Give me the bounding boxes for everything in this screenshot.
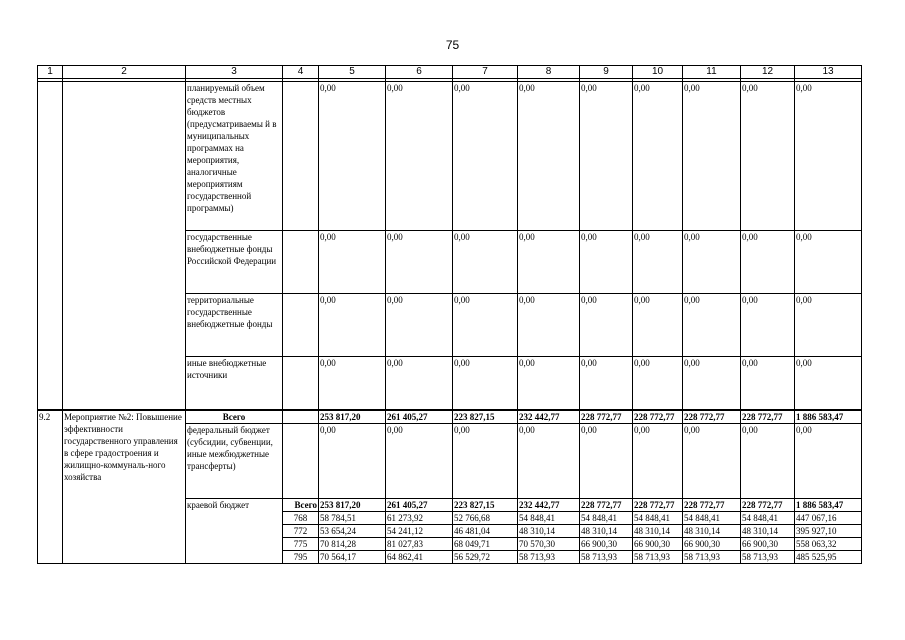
value-cell: 70 814,28 xyxy=(319,538,386,551)
value-cell: 0,00 xyxy=(633,231,683,294)
value-cell: 64 862,41 xyxy=(386,551,453,564)
value-cell: 70 570,30 xyxy=(518,538,580,551)
table-body xyxy=(38,66,862,564)
header-cell: 2 xyxy=(63,66,186,79)
source-cell: иные внебюджетные источники xyxy=(186,357,283,411)
value-cell: 0,00 xyxy=(580,231,633,294)
source-cell: федеральный бюджет (субсидии, субвенции, иные межбюджетные трансферты) xyxy=(186,424,283,499)
header-cell: 6 xyxy=(386,66,453,79)
total-value-cell: 253 817,20 xyxy=(319,499,386,512)
value-cell: 48 310,14 xyxy=(633,525,683,538)
header-cell: 3 xyxy=(186,66,283,79)
total-value-cell: 228 772,77 xyxy=(633,499,683,512)
header-cell: 9 xyxy=(580,66,633,79)
value-cell: 0,00 xyxy=(319,357,386,411)
value-cell: 54 848,41 xyxy=(580,512,633,525)
value-cell: 447 067,16 xyxy=(795,512,862,525)
header-cell: 10 xyxy=(633,66,683,79)
value-cell: 70 564,17 xyxy=(319,551,386,564)
value-cell: 0,00 xyxy=(795,294,862,357)
value-cell: 0,00 xyxy=(580,294,633,357)
code-cell xyxy=(283,410,319,424)
total-value-cell: 223 827,15 xyxy=(453,410,518,424)
code-cell: 775 xyxy=(283,538,319,551)
value-cell: 54 848,41 xyxy=(633,512,683,525)
value-cell: 54 848,41 xyxy=(741,512,795,525)
number-cell xyxy=(38,82,63,411)
value-cell: 0,00 xyxy=(386,294,453,357)
source-cell: территориальные государственные внебюджетные фонды xyxy=(186,294,283,357)
value-cell: 0,00 xyxy=(386,82,453,231)
value-cell: 0,00 xyxy=(741,82,795,231)
total-value-cell: 1 886 583,47 xyxy=(795,410,862,424)
value-cell: 66 900,30 xyxy=(741,538,795,551)
total-value-cell: 228 772,77 xyxy=(741,410,795,424)
code-total-cell: Всего xyxy=(283,499,319,512)
value-cell: 0,00 xyxy=(795,424,862,499)
value-cell: 52 766,68 xyxy=(453,512,518,525)
total-value-cell: 228 772,77 xyxy=(741,499,795,512)
measure-name-cell xyxy=(63,82,186,411)
value-cell: 53 654,24 xyxy=(319,525,386,538)
table-row xyxy=(38,82,862,231)
total-value-cell: 261 405,27 xyxy=(386,499,453,512)
header-cell: 11 xyxy=(683,66,741,79)
header-cell: 1 xyxy=(38,66,63,79)
value-cell: 58 713,93 xyxy=(741,551,795,564)
code-cell: 772 xyxy=(283,525,319,538)
total-value-cell: 223 827,15 xyxy=(453,499,518,512)
value-cell: 0,00 xyxy=(453,82,518,231)
value-cell: 0,00 xyxy=(518,231,580,294)
value-cell: 54 241,12 xyxy=(386,525,453,538)
source-cell: краевой бюджет xyxy=(186,499,283,564)
code-cell: 795 xyxy=(283,551,319,564)
value-cell: 48 310,14 xyxy=(741,525,795,538)
value-cell: 0,00 xyxy=(518,357,580,411)
header-cell: 5 xyxy=(319,66,386,79)
value-cell: 0,00 xyxy=(633,357,683,411)
value-cell: 0,00 xyxy=(580,357,633,411)
total-value-cell: 253 817,20 xyxy=(319,410,386,424)
value-cell: 0,00 xyxy=(319,424,386,499)
page-number: 75 xyxy=(445,38,460,52)
code-cell xyxy=(283,357,319,411)
value-cell: 0,00 xyxy=(633,294,683,357)
value-cell: 58 713,93 xyxy=(580,551,633,564)
total-value-cell: 261 405,27 xyxy=(386,410,453,424)
table-row xyxy=(38,410,862,424)
value-cell: 58 713,93 xyxy=(683,551,741,564)
value-cell: 0,00 xyxy=(683,357,741,411)
code-cell xyxy=(283,231,319,294)
value-cell: 0,00 xyxy=(633,82,683,231)
header-cell: 12 xyxy=(741,66,795,79)
total-value-cell: 228 772,77 xyxy=(580,410,633,424)
budget-table xyxy=(37,65,862,564)
value-cell: 395 927,10 xyxy=(795,525,862,538)
total-value-cell: 228 772,77 xyxy=(683,410,741,424)
value-cell: 0,00 xyxy=(319,294,386,357)
value-cell: 0,00 xyxy=(741,424,795,499)
value-cell: 0,00 xyxy=(633,424,683,499)
value-cell: 66 900,30 xyxy=(683,538,741,551)
total-value-cell: 1 886 583,47 xyxy=(795,499,862,512)
value-cell: 0,00 xyxy=(386,357,453,411)
value-cell: 0,00 xyxy=(319,82,386,231)
value-cell: 56 529,72 xyxy=(453,551,518,564)
total-value-cell: 232 442,77 xyxy=(518,499,580,512)
value-cell: 0,00 xyxy=(741,294,795,357)
value-cell: 0,00 xyxy=(741,357,795,411)
value-cell: 58 713,93 xyxy=(633,551,683,564)
value-cell: 0,00 xyxy=(683,294,741,357)
total-value-cell: 228 772,77 xyxy=(633,410,683,424)
value-cell: 0,00 xyxy=(795,231,862,294)
value-cell: 54 848,41 xyxy=(683,512,741,525)
value-cell: 0,00 xyxy=(319,231,386,294)
header-cell: 4 xyxy=(283,66,319,79)
total-value-cell: 232 442,77 xyxy=(518,410,580,424)
code-cell: 768 xyxy=(283,512,319,525)
value-cell: 0,00 xyxy=(741,231,795,294)
code-cell xyxy=(283,424,319,499)
code-cell xyxy=(283,294,319,357)
value-cell: 58 713,93 xyxy=(518,551,580,564)
value-cell: 0,00 xyxy=(518,424,580,499)
value-cell: 0,00 xyxy=(453,231,518,294)
value-cell: 54 848,41 xyxy=(518,512,580,525)
value-cell: 0,00 xyxy=(795,357,862,411)
value-cell: 558 063,32 xyxy=(795,538,862,551)
total-label-cell: Всего xyxy=(186,410,283,424)
value-cell: 0,00 xyxy=(795,82,862,231)
value-cell: 48 310,14 xyxy=(580,525,633,538)
source-cell: государственные внебюджетные фонды Российской Федерации xyxy=(186,231,283,294)
value-cell: 81 027,83 xyxy=(386,538,453,551)
value-cell: 0,00 xyxy=(580,424,633,499)
value-cell: 485 525,95 xyxy=(795,551,862,564)
value-cell: 0,00 xyxy=(518,294,580,357)
value-cell: 0,00 xyxy=(683,82,741,231)
code-cell xyxy=(283,82,319,231)
value-cell: 66 900,30 xyxy=(580,538,633,551)
value-cell: 0,00 xyxy=(453,357,518,411)
total-value-cell: 228 772,77 xyxy=(580,499,633,512)
value-cell: 66 900,30 xyxy=(633,538,683,551)
value-cell: 58 784,51 xyxy=(319,512,386,525)
header-cell: 8 xyxy=(518,66,580,79)
value-cell: 0,00 xyxy=(683,424,741,499)
value-cell: 0,00 xyxy=(386,424,453,499)
value-cell: 0,00 xyxy=(683,231,741,294)
header-cell: 13 xyxy=(795,66,862,79)
value-cell: 0,00 xyxy=(386,231,453,294)
value-cell: 0,00 xyxy=(453,294,518,357)
value-cell: 48 310,14 xyxy=(683,525,741,538)
value-cell: 0,00 xyxy=(580,82,633,231)
header-row xyxy=(38,66,862,79)
value-cell: 0,00 xyxy=(518,82,580,231)
header-cell: 7 xyxy=(453,66,518,79)
source-cell: планируемый объем средств местных бюджетов (предусматриваемы й в муниципальных программах на мероприятия, аналогичные мероприятиям государственной программы) xyxy=(186,82,283,231)
number-cell: 9.2 xyxy=(38,410,63,564)
total-value-cell: 228 772,77 xyxy=(683,499,741,512)
value-cell: 61 273,92 xyxy=(386,512,453,525)
value-cell: 0,00 xyxy=(453,424,518,499)
value-cell: 48 310,14 xyxy=(518,525,580,538)
value-cell: 68 049,71 xyxy=(453,538,518,551)
value-cell: 46 481,04 xyxy=(453,525,518,538)
measure-name-cell: Мероприятие №2: Повышение эффективности государственного управления в сфере градостроения и жилищно-коммуналь-ного хозяйства xyxy=(63,410,186,564)
